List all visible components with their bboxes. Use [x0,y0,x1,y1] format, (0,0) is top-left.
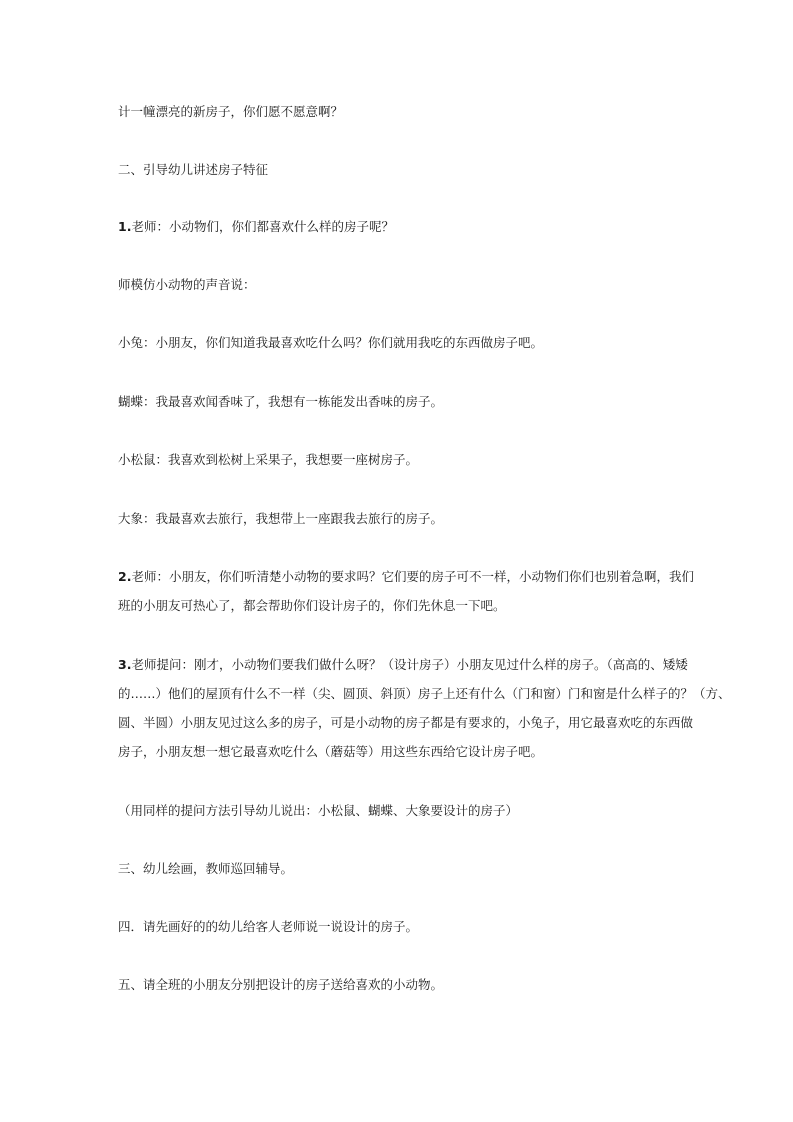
paragraph-step-2 [118,562,694,620]
text-line: 计一幢漂亮的新房子，你们愿不愿意啊？ [118,104,344,119]
text-line [118,562,694,591]
text-line: 小兔：小朋友，你们知道我最喜欢吃什么吗？你们就用我吃的东西做房子吧。 [118,335,544,350]
paragraph-step-1 [118,212,678,241]
text-line: 大象：我最喜欢去旅行，我想带上一座跟我去旅行的房子。 [118,511,444,526]
text-line: 四．请先画好的的幼儿给客人老师说一说设计的房子。 [118,919,419,934]
paragraph-butterfly [118,387,678,416]
text-line: 二、引导幼儿讲述房子特征 [118,162,269,177]
step-text: 老师：小朋友，你们听清楚小动物的要求吗？它们要的房子可不一样，小动物们你们也别着急啊，我们 [131,569,694,584]
step-number: 2. [118,569,132,584]
text-line: 圆、半圆）小朋友见过这么多的房子，可是小动物的房子都是有要求的，小兔子，用它最喜欢吃的东西做 [118,715,694,730]
text-line: 五、请全班的小朋友分别把设计的房子送给喜欢的小动物。 [118,977,444,992]
paragraph-step-3 [118,650,731,766]
text-line [118,212,678,241]
text-line: 班的小朋友可热心了，都会帮助你们设计房子的，你们先休息一下吧。 [118,598,506,613]
section-heading-4 [118,912,678,941]
paragraph-elephant [118,504,678,533]
text-line: 师模仿小动物的声音说： [118,277,256,292]
section-heading-5 [118,970,678,999]
text-line: 的……）他们的屋顶有什么不一样（尖、圆顶、斜顶）房子上还有什么（门和窗）门和窗是什么样子的？（方、 [118,686,731,701]
text-line: 蝴蝶：我最喜欢闻香味了，我想有一栋能发出香味的房子。 [118,394,444,409]
paragraph-squirrel [118,445,678,474]
step-text: 老师：小动物们，你们都喜欢什么样的房子呢？ [131,219,394,234]
step-number: 3. [118,657,132,672]
step-number: 1. [118,219,132,234]
paragraph-same-method [118,796,678,825]
section-heading-2 [118,155,678,184]
paragraph-rabbit [118,328,678,357]
step-text: 老师提问：刚才，小动物们要我们做什么呀？（设计房子）小朋友见过什么样的房子。（高高的、矮矮 [131,657,688,672]
text-line [118,650,688,679]
text-line: （用同样的提问方法引导幼儿说出：小松鼠、蝴蝶、大象要设计的房子） [118,803,519,818]
text-line: 小松鼠：我喜欢到松树上采果子，我想要一座树房子。 [118,452,419,467]
section-heading-3 [118,854,678,883]
paragraph-teacher-imitates [118,270,678,299]
paragraph-intro-continuation [118,97,678,126]
text-line: 房子，小朋友想一想它最喜欢吃什么（蘑菇等）用这些东西给它设计房子吧。 [118,744,544,759]
text-line: 三、幼儿绘画，教师巡回辅导。 [118,861,294,876]
